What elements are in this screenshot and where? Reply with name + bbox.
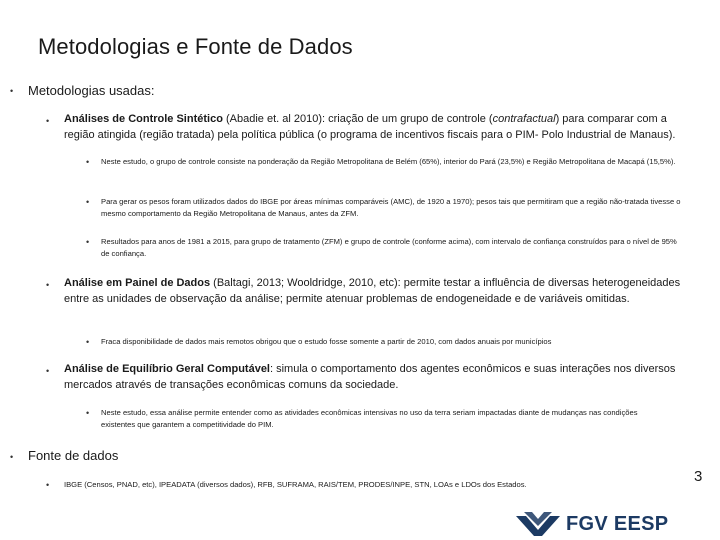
bullet: • xyxy=(86,337,90,347)
bullet: • xyxy=(46,280,50,290)
method-name: Análises de Controle Sintético xyxy=(64,113,223,125)
bullet: • xyxy=(86,408,90,418)
method-text-part: (Abadie et. al 2010): criação de um grupo de controle ( xyxy=(222,113,493,125)
bullet: • xyxy=(10,86,14,96)
fgv-logo-icon xyxy=(516,512,560,536)
bullet: • xyxy=(46,480,50,490)
fgv-eesp-logo xyxy=(516,511,668,537)
method-equilibrio-geral xyxy=(64,362,694,393)
slide-title: Metodologias e Fonte de Dados xyxy=(38,34,353,59)
bullet: • xyxy=(86,237,90,247)
section-fonte-label: Fonte de dados xyxy=(28,448,119,463)
bullet: • xyxy=(86,197,90,207)
method-name: Análise em Painel de Dados xyxy=(64,277,211,289)
method-text-part: (Baltagi, 2013; Wooldridge, 2010, etc): permite testar a influência de diversas heterogeneidades entre as unidades de observação da análise; permite atenuar problemas de endogeneidade e de variáveis omitidas. xyxy=(64,277,681,305)
sub-bullet-text: Para gerar os pesos foram utilizados dados do IBGE por áreas mínimas comparáveis (AMC), de 1920 a 1970); pesos tais que permitiram que a região não-tratada tivesse o mesmo comportamento da Região Metropolitana de Manaus, antes da ZFM. xyxy=(101,197,681,218)
sub-bullet-text: Neste estudo, o grupo de controle consiste na ponderação da Região Metropolitana de Belém (65%), interior do Pará (23,5%) e Região Metropolitana de Macapá (15,5%). xyxy=(101,157,676,166)
bullet: • xyxy=(86,157,90,167)
method-text-italic: contrafactual xyxy=(492,113,556,125)
sub-bullet-text: Neste estudo, essa análise permite entender como as atividades econômicas intensivas no uso da terra seriam impactadas diante de mudanças nas condições existentes que garantem a competitividade do PIM. xyxy=(101,408,638,429)
logo-text: FGV EESP xyxy=(566,512,669,535)
sub-bullet-text: Resultados para anos de 1981 a 2015, para grupo de tratamento (ZFM) e grupo de controle (conforme acima), com intervalo de confiança construídos para o nível de 95% de confiança. xyxy=(101,237,677,258)
bullet: • xyxy=(10,452,14,462)
bullet: • xyxy=(46,116,50,126)
sub-bullet-text: IBGE (Censos, PNAD, etc), IPEADATA (diversos dados), RFB, SUFRAMA, RAIS/TEM, PRODES/INPE, STN, LOAs e LDOs dos Estados. xyxy=(64,480,527,489)
method-controle-sintetico xyxy=(64,112,694,143)
section-metodologias-label: Metodologias usadas: xyxy=(28,83,155,98)
method-text-part: : simula o comportamento dos agentes econômicos e suas interações nos diversos mercados através de transações econômicas comuns da sociedade. xyxy=(64,363,676,391)
method-painel-dados xyxy=(64,276,694,307)
page-number: 3 xyxy=(694,468,703,485)
method-text-part: ) para comparar com a região atingida (região tratada) pela política pública (o programa de incentivos fiscais para o PIM- Polo Industrial de Manaus). xyxy=(64,113,676,141)
method-name: Análise de Equilíbrio Geral Computável xyxy=(64,363,270,375)
sub-bullet-text: Fraca disponibilidade de dados mais remotos obrigou que o estudo fosse somente a partir de 2010, com dados anuais por municípios xyxy=(101,337,552,346)
bullet: • xyxy=(46,366,50,376)
